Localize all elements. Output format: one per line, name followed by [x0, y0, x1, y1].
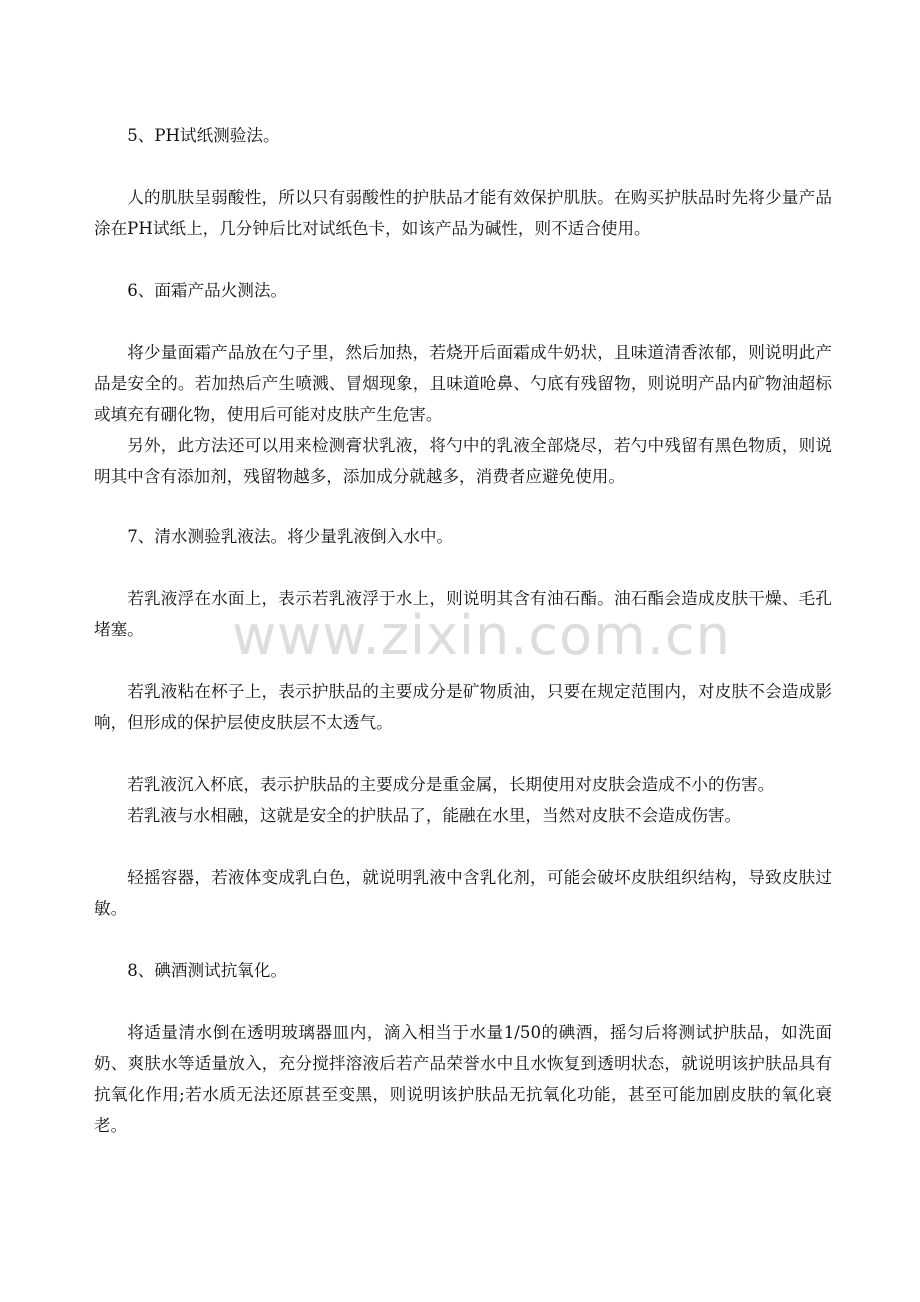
- heading-fire-test: 6、面霜产品火测法。: [127, 281, 288, 300]
- paragraph-iodine-test: 将适量清水倒在透明玻璃器皿内，滴入相当于水量1/50的碘酒，摇匀后将测试护肤品，如洗面奶、爽肤水等适量放入，充分搅拌溶液后若产品荣誉水中且水恢复到透明状态，就说明该护肤品具有抗氧化作用;若水质无法还原甚至变黑，则说明该护肤品无抗氧化功能，甚至可能加剧皮肤的氧化衰老。: [94, 1023, 832, 1135]
- heading-water-test: 7、清水测验乳液法。将少量乳液倒入水中。: [127, 527, 454, 546]
- paragraph-fire-test-1: 将少量面霜产品放在勺子里，然后加热，若烧开后面霜成牛奶状，且味道清香浓郁，则说明此产品是安全的。若加热后产生喷溅、冒烟现象，且味道呛鼻、勺底有残留物，则说明产品内矿物油超标或填充有硼化物，使用后可能对皮肤产生危害。: [94, 343, 832, 424]
- paragraph-fire-test-2: 另外，此方法还可以用来检测膏状乳液，将勺中的乳液全部烧尽，若勺中残留有黑色物质，则说明其中含有添加剂，残留物越多，添加成分就越多，消费者应避免使用。: [94, 436, 832, 486]
- paragraph-water-float: 若乳液浮在水面上，表示若乳液浮于水上，则说明其含有油石酯。油石酯会造成皮肤干燥、毛孔堵塞。: [94, 589, 832, 639]
- paragraph-water-blend: 若乳液与水相融，这就是安全的护肤品了，能融在水里，当然对皮肤不会造成伤害。: [127, 806, 742, 825]
- heading-ph-test: 5、PH试纸测验法。: [127, 126, 280, 145]
- paragraph-water-stick: 若乳液粘在杯子上，表示护肤品的主要成分是矿物质油，只要在规定范围内，对皮肤不会造成影响，但形成的保护层使皮肤层不太透气。: [94, 682, 832, 732]
- paragraph-water-shake: 轻摇容器，若液体变成乳白色，就说明乳液中含乳化剂，可能会破坏皮肤组织结构，导致皮肤过敏。: [94, 868, 832, 918]
- paragraph-ph-test: 人的肌肤呈弱酸性，所以只有弱酸性的护肤品才能有效保护肌肤。在购买护肤品时先将少量产品涂在PH试纸上，几分钟后比对试纸色卡，如该产品为碱性，则不适合使用。: [94, 188, 832, 238]
- heading-iodine-test: 8、碘酒测试抗氧化。: [127, 961, 288, 980]
- watermark-text: www.zixin.com.cn: [232, 604, 731, 667]
- paragraph-water-sink: 若乳液沉入杯底，表示护肤品的主要成分是重金属，长期使用对皮肤会造成不小的伤害。: [127, 775, 775, 794]
